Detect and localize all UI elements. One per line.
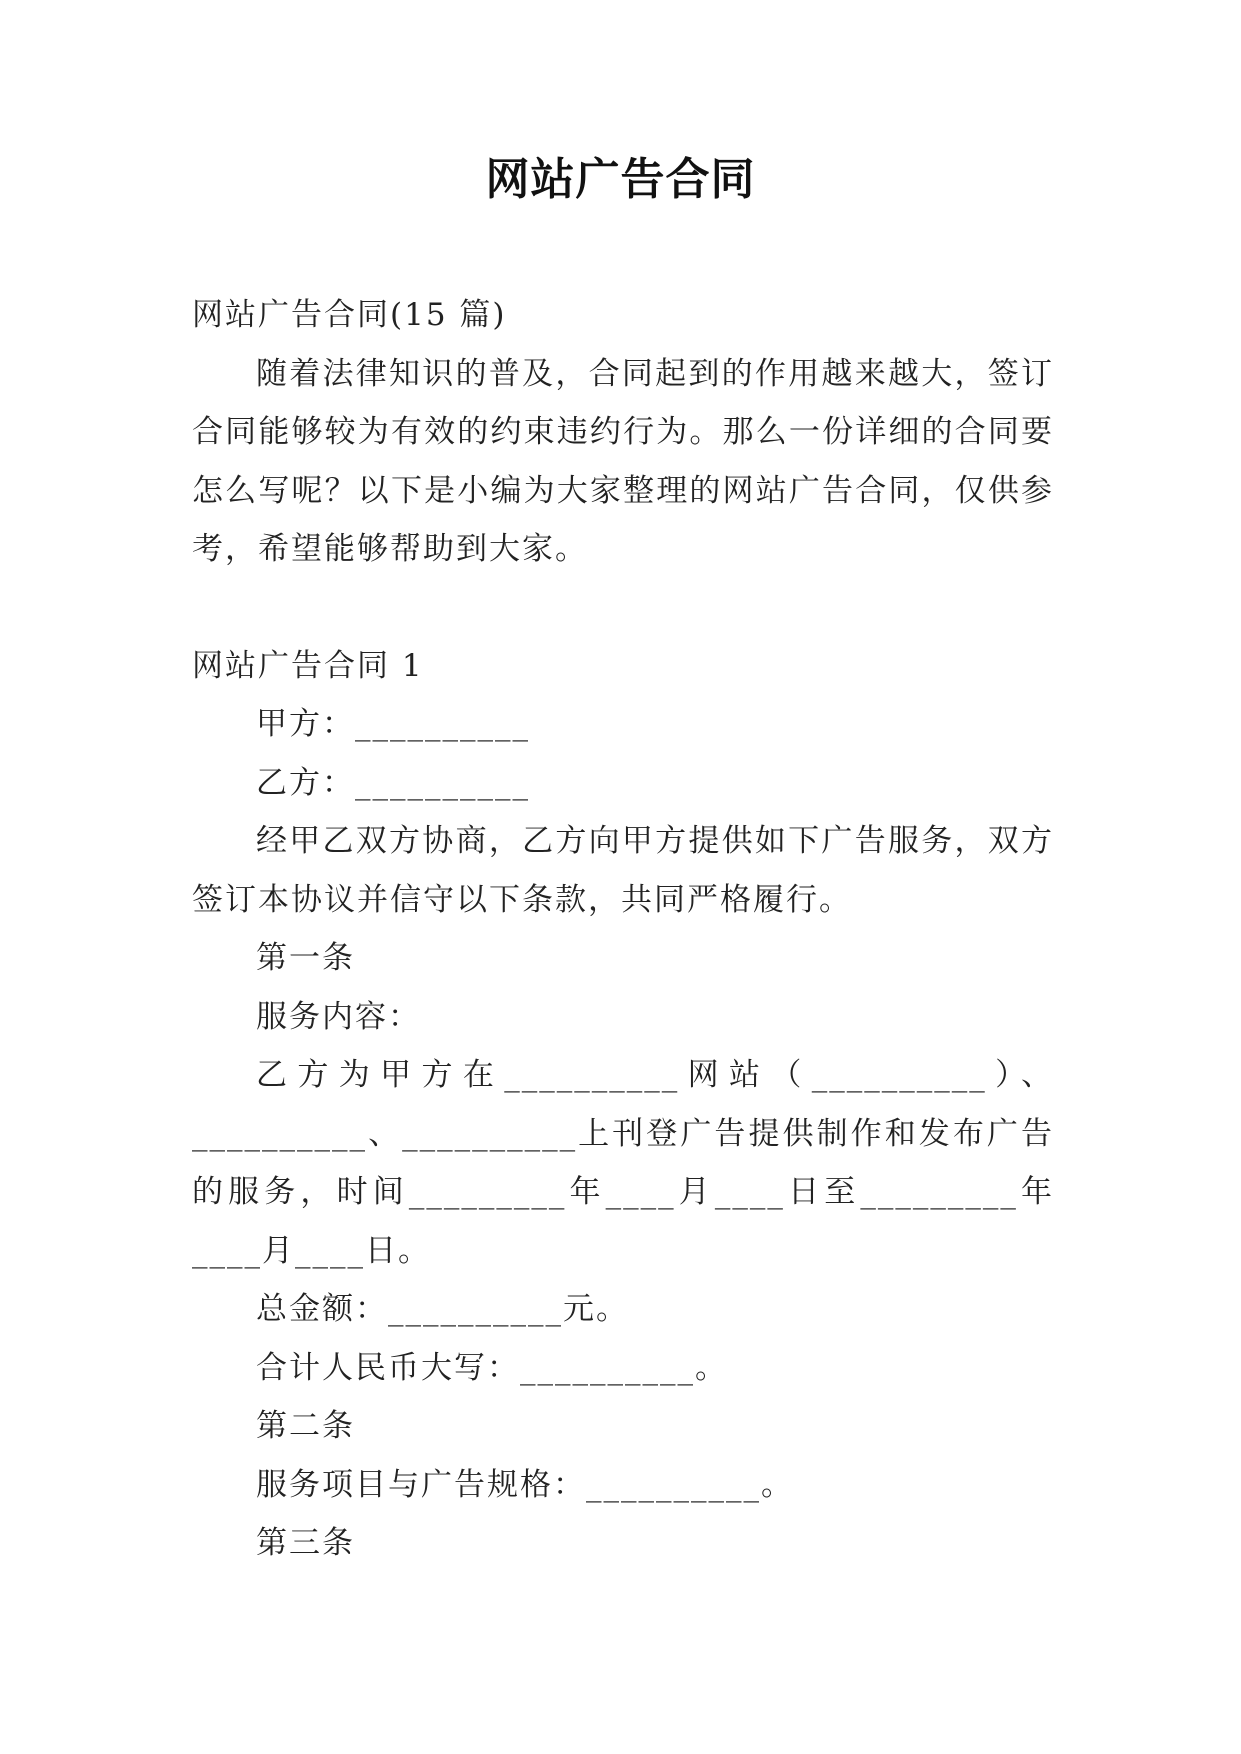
service-content-paragraph: 乙方为甲方在__________网站（__________）、__________、__________上刊登广告提供制作和发布广告的服务，时间_________年____月____日至_________年____月____日。 (192, 1057, 1054, 1269)
party-a-line: 甲方：__________ (256, 706, 530, 742)
service-content-label: 服务内容： (256, 998, 421, 1035)
total-amount-line: 总金额：__________元。 (256, 1291, 629, 1327)
article-2-heading: 第二条 (256, 1408, 355, 1444)
document-body (192, 286, 1054, 1573)
intro-paragraph: 随着法律知识的普及，合同起到的作用越来越大，签订合同能够较为有效的约束违约行为。那么一份详细的合同要怎么写呢？以下是小编为大家整理的网站广告合同，仅供参考，希望能够帮助到大家。 (192, 355, 1054, 567)
document-subtitle: 网站广告合同(15 篇) (192, 297, 507, 333)
service-items-line: 服务项目与广告规格：__________。 (256, 1466, 794, 1503)
document-title: 网站广告合同 (485, 154, 756, 205)
paragraph-spacer (192, 579, 1054, 637)
party-b-line: 乙方：__________ (256, 764, 530, 801)
agreement-paragraph: 经甲乙双方协商，乙方向甲方提供如下广告服务，双方签订本协议并信守以下条款，共同严格履行。 (192, 823, 1054, 918)
article-1-heading: 第一条 (256, 940, 355, 976)
section-heading: 网站广告合同 1 (192, 647, 424, 684)
article-3-heading: 第三条 (256, 1525, 355, 1561)
total-rmb-line: 合计人民币大写：__________。 (256, 1349, 728, 1386)
